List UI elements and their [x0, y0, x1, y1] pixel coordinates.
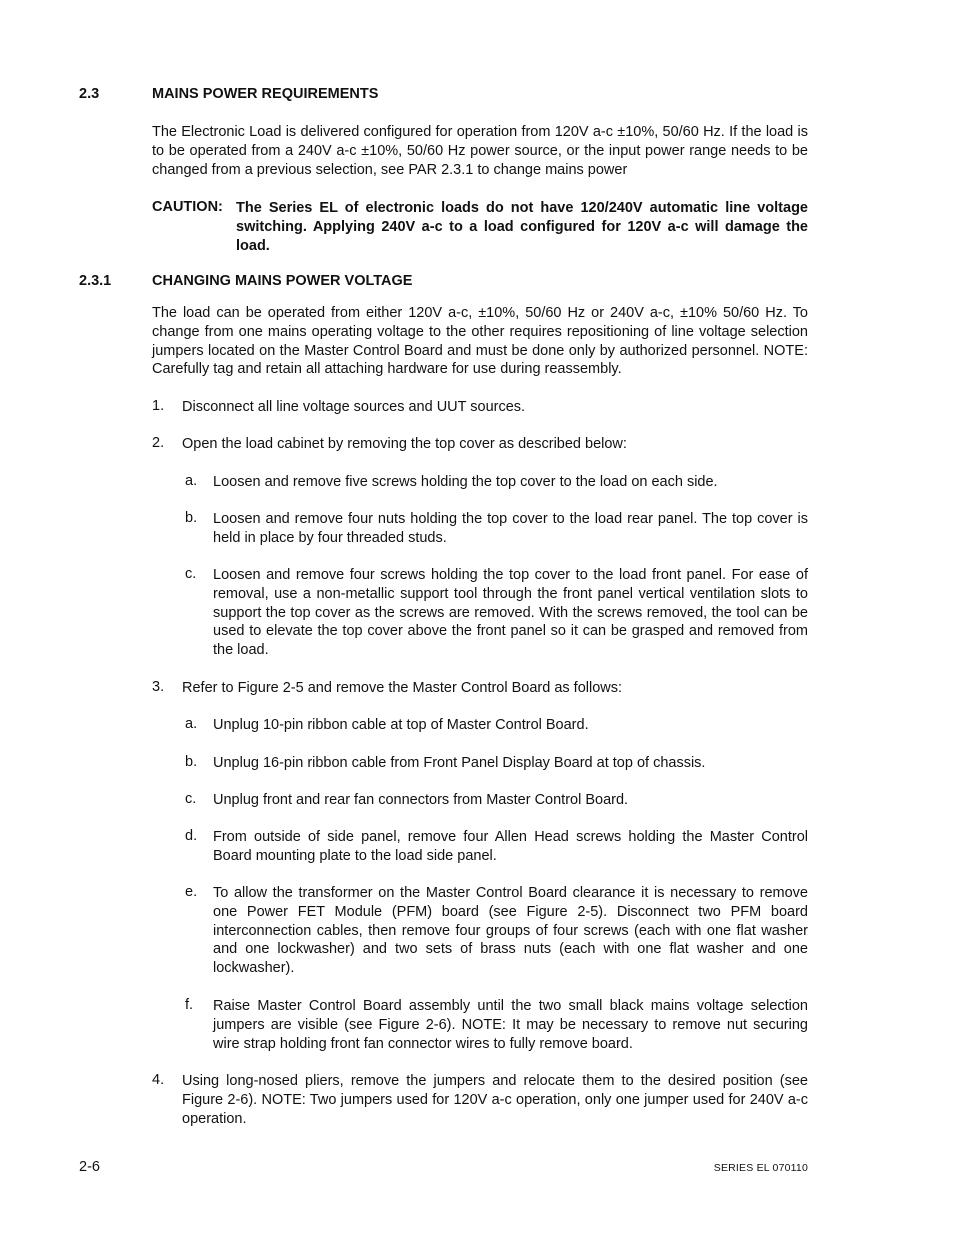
subsection-intro-paragraph: The load can be operated from either 120V a-c, ±10%, 50/60 Hz or 240V a-c, ±10% 50/60 Hz. To change from one mains operating voltage to the other requires repositioning of line voltage selection jumpers located on the Master Control Board and must be done only by authorized personnel. NOTE: Carefully tag and retain all attaching hardware for use during reassembly.: [152, 305, 808, 378]
step-text: Using long-nosed pliers, remove the jumpers and relocate them to the desired position (see Figure 2-6). NOTE: Two jumpers used for 120V a-c operation, only one jumper used for 240V a-c operation.: [182, 1073, 808, 1127]
substep-letter: b.: [185, 754, 198, 770]
step-text: Refer to Figure 2-5 and remove the Master Control Board as follows:: [182, 680, 623, 696]
subsection-title: CHANGING MAINS POWER VOLTAGE: [152, 273, 413, 289]
substep-letter: f.: [185, 997, 194, 1013]
substep-letter: b.: [185, 510, 198, 526]
step-text: Open the load cabinet by removing the top cover as described below:: [182, 436, 627, 452]
substep-text: Loosen and remove four screws holding the top cover to the load front panel. For ease of removal, use a non-metallic support tool through the front panel vertical ventilation slots to support the top cover as the screws are removed. With the screws removed, the tool can be used to elevate the top cover above the front panel so it can be grasped and removed from the load.: [213, 567, 808, 659]
substep-text: Unplug 16-pin ribbon cable from Front Panel Display Board at top of chassis.: [213, 755, 706, 771]
substep-letter: c.: [185, 791, 197, 807]
subsection-number: 2.3.1: [79, 273, 112, 289]
section-intro-paragraph: The Electronic Load is delivered configured for operation from 120V a-c ±10%, 50/60 Hz. If the load is to be operated from a 240V a-c ±10%, 50/60 Hz power source, or the input power range needs to be changed from a previous selection, see PAR 2.3.1 to change mains power: [152, 124, 808, 178]
step-number: 1.: [152, 398, 165, 414]
substep-text: From outside of side panel, remove four Allen Head screws holding the Master Control Board mounting plate to the load side panel.: [213, 829, 808, 864]
substep-text: Loosen and remove five screws holding the top cover to the load on each side.: [213, 474, 718, 490]
substep-text: Unplug front and rear fan connectors from Master Control Board.: [213, 792, 629, 808]
substep-letter: a.: [185, 716, 198, 732]
substep-letter: e.: [185, 884, 198, 900]
document-id: SERIES EL 070110: [713, 1162, 808, 1174]
section-number: 2.3: [79, 86, 100, 102]
substep-text: To allow the transformer on the Master Control Board clearance it is necessary to remove one Power FET Module (PFM) board (see Figure 2-5). Disconnect two PFM board interconnection cables, then remove four groups of four screws (each with one flat washer and one lockwasher) and two sets of brass nuts (each with one flat washer and one lockwasher).: [213, 885, 808, 977]
substep-text: Raise Master Control Board assembly until the two small black mains voltage selection jumpers are visible (see Figure 2-6). NOTE: It may be necessary to remove nut securing wire strap holding front fan connector wires to fully remove board.: [213, 998, 808, 1052]
substep-letter: a.: [185, 473, 198, 489]
section-title: MAINS POWER REQUIREMENTS: [152, 86, 379, 102]
substep-letter: d.: [185, 828, 198, 844]
substep-letter: c.: [185, 566, 197, 582]
substep-text: Unplug 10-pin ribbon cable at top of Master Control Board.: [213, 717, 589, 733]
step-text: Disconnect all line voltage sources and UUT sources.: [182, 399, 526, 415]
substep-text: Loosen and remove four nuts holding the top cover to the load rear panel. The top cover is held in place by four threaded studs.: [213, 511, 808, 546]
caution-label: CAUTION:: [152, 199, 223, 215]
step-number: 3.: [152, 679, 165, 695]
step-number: 2.: [152, 435, 165, 451]
step-number: 4.: [152, 1072, 165, 1088]
page-number: 2-6: [79, 1159, 100, 1175]
caution-text: The Series EL of electronic loads do not have 120/240V automatic line voltage switching. Applying 240V a-c to a load configured for 120V a-c will damage the load.: [236, 200, 808, 254]
